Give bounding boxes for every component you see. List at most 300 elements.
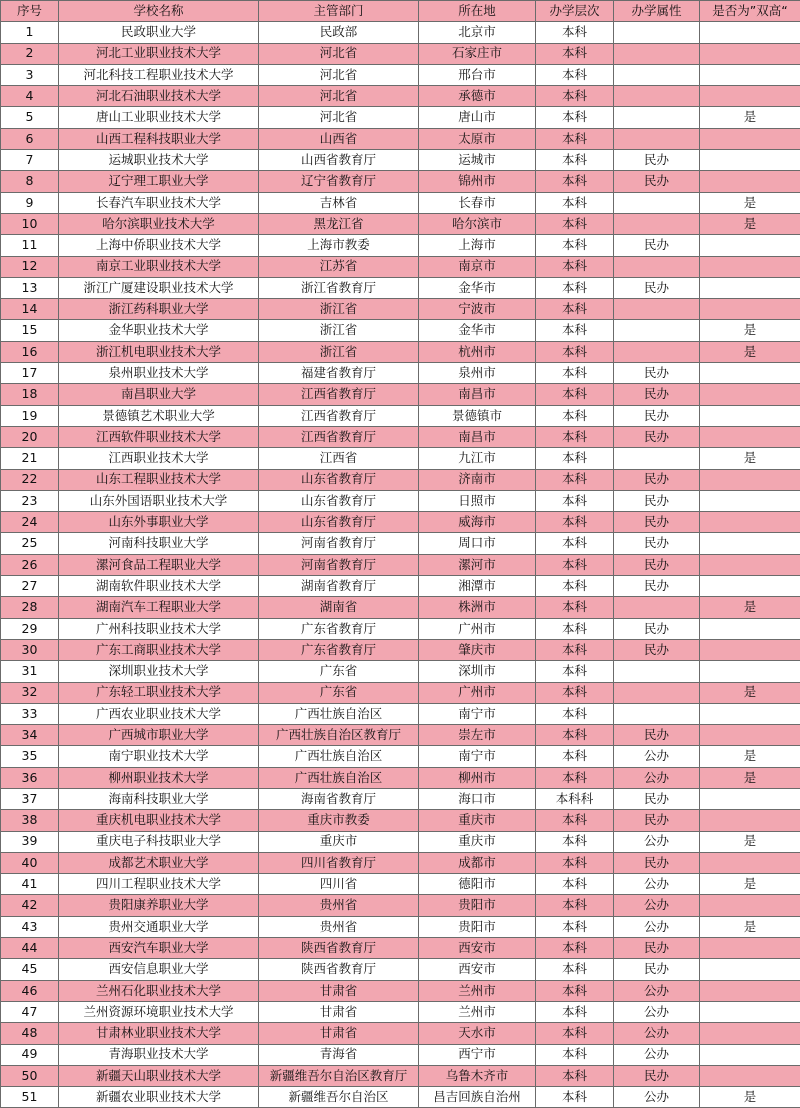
school-type-cell: 民办 [614,405,700,426]
education-level-cell: 本科 [536,384,614,405]
location-cell: 承德市 [419,86,536,107]
education-level-cell: 本科 [536,852,614,873]
school-name-cell: 山西工程科技职业大学 [59,128,259,149]
serial-number-cell: 41 [1,874,59,895]
serial-number-cell: 36 [1,767,59,788]
supervising-department-cell: 民政部 [259,22,419,43]
location-cell: 贵阳市 [419,916,536,937]
table-row [1,831,800,852]
school-type-cell: 民办 [614,959,700,980]
double-high-cell [700,86,800,107]
location-cell: 成都市 [419,852,536,873]
school-name-cell: 四川工程职业技术大学 [59,874,259,895]
school-name-cell: 广西城市职业大学 [59,725,259,746]
supervising-department-cell: 河北省 [259,64,419,85]
school-type-cell [614,22,700,43]
location-cell: 金华市 [419,277,536,298]
supervising-department-cell: 湖南省教育厅 [259,576,419,597]
table-row [1,490,800,511]
double-high-cell [700,618,800,639]
location-cell: 金华市 [419,320,536,341]
school-name-cell: 新疆农业职业技术大学 [59,1087,259,1108]
supervising-department-cell: 湖南省 [259,597,419,618]
school-type-cell: 公办 [614,916,700,937]
serial-number-cell: 27 [1,576,59,597]
serial-number-cell: 24 [1,512,59,533]
table-row [1,533,800,554]
serial-number-cell: 1 [1,22,59,43]
school-name-cell: 湖南汽车工程职业大学 [59,597,259,618]
school-type-cell: 公办 [614,767,700,788]
school-name-cell: 湖南软件职业技术大学 [59,576,259,597]
school-name-cell: 民政职业大学 [59,22,259,43]
serial-number-cell: 46 [1,980,59,1001]
education-level-cell: 本科 [536,639,614,660]
location-cell: 广州市 [419,682,536,703]
school-name-cell: 漯河食品工程职业大学 [59,554,259,575]
education-level-cell: 本科 [536,213,614,234]
double-high-cell [700,852,800,873]
school-name-cell: 长春汽车职业技术大学 [59,192,259,213]
location-cell: 威海市 [419,512,536,533]
location-cell: 深圳市 [419,661,536,682]
education-level-cell: 本科 [536,235,614,256]
school-name-cell: 河南科技职业大学 [59,533,259,554]
location-cell: 长春市 [419,192,536,213]
location-cell: 漯河市 [419,554,536,575]
education-level-cell: 本科科 [536,788,614,809]
supervising-department-cell: 浙江省 [259,299,419,320]
header-school-name: 学校名称 [59,1,259,22]
school-type-cell: 民办 [614,810,700,831]
serial-number-cell: 17 [1,363,59,384]
supervising-department-cell: 广东省教育厅 [259,618,419,639]
serial-number-cell: 38 [1,810,59,831]
education-level-cell: 本科 [536,682,614,703]
supervising-department-cell: 贵州省 [259,895,419,916]
school-type-cell: 民办 [614,490,700,511]
double-high-cell [700,959,800,980]
location-cell: 唐山市 [419,107,536,128]
header-row [1,1,800,22]
serial-number-cell: 28 [1,597,59,618]
location-cell: 上海市 [419,235,536,256]
school-name-cell: 上海中侨职业技术大学 [59,235,259,256]
header-location: 所在地 [419,1,536,22]
school-name-cell: 兰州资源环境职业技术大学 [59,1001,259,1022]
school-type-cell: 公办 [614,1087,700,1108]
double-high-cell: 是 [700,448,800,469]
education-level-cell: 本科 [536,128,614,149]
serial-number-cell: 12 [1,256,59,277]
double-high-cell [700,895,800,916]
education-level-cell: 本科 [536,22,614,43]
serial-number-cell: 9 [1,192,59,213]
serial-number-cell: 32 [1,682,59,703]
serial-number-cell: 4 [1,86,59,107]
location-cell: 湘潭市 [419,576,536,597]
school-type-cell [614,661,700,682]
supervising-department-cell: 广东省教育厅 [259,639,419,660]
school-type-cell: 民办 [614,938,700,959]
double-high-cell [700,1001,800,1022]
serial-number-cell: 39 [1,831,59,852]
school-type-cell [614,299,700,320]
school-type-cell: 民办 [614,469,700,490]
location-cell: 重庆市 [419,831,536,852]
serial-number-cell: 8 [1,171,59,192]
supervising-department-cell: 江苏省 [259,256,419,277]
school-type-cell: 公办 [614,1023,700,1044]
school-name-cell: 金华职业技术大学 [59,320,259,341]
education-level-cell: 本科 [536,107,614,128]
double-high-cell [700,150,800,171]
table-row [1,1001,800,1022]
double-high-cell [700,703,800,724]
school-name-cell: 兰州石化职业技术大学 [59,980,259,1001]
education-level-cell: 本科 [536,256,614,277]
school-name-cell: 柳州职业技术大学 [59,767,259,788]
education-level-cell: 本科 [536,554,614,575]
education-level-cell: 本科 [536,661,614,682]
serial-number-cell: 16 [1,341,59,362]
double-high-cell: 是 [700,107,800,128]
school-name-cell: 山东工程职业技术大学 [59,469,259,490]
serial-number-cell: 45 [1,959,59,980]
school-name-cell: 深圳职业技术大学 [59,661,259,682]
school-type-cell: 民办 [614,277,700,298]
double-high-cell [700,22,800,43]
double-high-cell [700,1023,800,1044]
serial-number-cell: 14 [1,299,59,320]
double-high-cell [700,810,800,831]
table-row [1,682,800,703]
serial-number-cell: 15 [1,320,59,341]
double-high-cell [700,533,800,554]
header-supervising-department: 主管部门 [259,1,419,22]
school-type-cell [614,128,700,149]
education-level-cell: 本科 [536,1001,614,1022]
school-type-cell: 民办 [614,426,700,447]
school-type-cell: 民办 [614,512,700,533]
location-cell: 德阳市 [419,874,536,895]
education-level-cell: 本科 [536,1065,614,1086]
school-type-cell: 民办 [614,576,700,597]
table-row [1,192,800,213]
supervising-department-cell: 海南省教育厅 [259,788,419,809]
location-cell: 九江市 [419,448,536,469]
education-level-cell: 本科 [536,512,614,533]
education-level-cell: 本科 [536,469,614,490]
location-cell: 哈尔滨市 [419,213,536,234]
table-row [1,661,800,682]
location-cell: 兰州市 [419,980,536,1001]
table-row [1,363,800,384]
school-type-cell [614,64,700,85]
school-name-cell: 江西软件职业技术大学 [59,426,259,447]
double-high-cell [700,384,800,405]
double-high-cell: 是 [700,597,800,618]
supervising-department-cell: 山西省 [259,128,419,149]
school-name-cell: 贵州交通职业大学 [59,916,259,937]
location-cell: 邢台市 [419,64,536,85]
table-row [1,128,800,149]
supervising-department-cell: 江西省 [259,448,419,469]
supervising-department-cell: 辽宁省教育厅 [259,171,419,192]
supervising-department-cell: 江西省教育厅 [259,384,419,405]
school-type-cell [614,192,700,213]
table-row [1,788,800,809]
table-row [1,959,800,980]
serial-number-cell: 44 [1,938,59,959]
supervising-department-cell: 青海省 [259,1044,419,1065]
education-level-cell: 本科 [536,490,614,511]
education-level-cell: 本科 [536,746,614,767]
header-school-type: 办学属性 [614,1,700,22]
school-type-cell [614,448,700,469]
supervising-department-cell: 河北省 [259,86,419,107]
supervising-department-cell: 四川省教育厅 [259,852,419,873]
serial-number-cell: 19 [1,405,59,426]
serial-number-cell: 34 [1,725,59,746]
header-double-high: 是否为”双高“ [700,1,800,22]
school-type-cell: 民办 [614,788,700,809]
serial-number-cell: 23 [1,490,59,511]
table-row [1,299,800,320]
table-row [1,618,800,639]
double-high-cell [700,171,800,192]
education-level-cell: 本科 [536,341,614,362]
school-name-cell: 泉州职业技术大学 [59,363,259,384]
table-row [1,1044,800,1065]
education-level-cell: 本科 [536,405,614,426]
supervising-department-cell: 山东省教育厅 [259,469,419,490]
table-row [1,235,800,256]
location-cell: 宁波市 [419,299,536,320]
supervising-department-cell: 浙江省教育厅 [259,277,419,298]
school-type-cell [614,213,700,234]
location-cell: 锦州市 [419,171,536,192]
school-name-cell: 广东轻工职业技术大学 [59,682,259,703]
supervising-department-cell: 山西省教育厅 [259,150,419,171]
education-level-cell: 本科 [536,874,614,895]
education-level-cell: 本科 [536,767,614,788]
location-cell: 昌吉回族自治州 [419,1087,536,1108]
school-name-cell: 山东外国语职业技术大学 [59,490,259,511]
double-high-cell [700,512,800,533]
supervising-department-cell: 甘肃省 [259,980,419,1001]
education-level-cell: 本科 [536,895,614,916]
table-row [1,746,800,767]
double-high-cell [700,469,800,490]
table-row [1,22,800,43]
double-high-cell [700,980,800,1001]
serial-number-cell: 26 [1,554,59,575]
table-row [1,512,800,533]
school-name-cell: 河北石油职业技术大学 [59,86,259,107]
school-type-cell [614,86,700,107]
supervising-department-cell: 浙江省 [259,341,419,362]
double-high-cell [700,938,800,959]
supervising-department-cell: 江西省教育厅 [259,426,419,447]
school-name-cell: 浙江广厦建设职业技术大学 [59,277,259,298]
school-name-cell: 景德镇艺术职业大学 [59,405,259,426]
location-cell: 济南市 [419,469,536,490]
location-cell: 景德镇市 [419,405,536,426]
school-type-cell [614,43,700,64]
school-type-cell [614,703,700,724]
supervising-department-cell: 新疆维吾尔自治区 [259,1087,419,1108]
school-type-cell: 公办 [614,874,700,895]
education-level-cell: 本科 [536,426,614,447]
school-type-cell: 公办 [614,746,700,767]
double-high-cell: 是 [700,341,800,362]
school-type-cell: 公办 [614,831,700,852]
supervising-department-cell: 浙江省 [259,320,419,341]
location-cell: 广州市 [419,618,536,639]
supervising-department-cell: 河南省教育厅 [259,533,419,554]
school-type-cell: 民办 [614,171,700,192]
double-high-cell: 是 [700,874,800,895]
double-high-cell: 是 [700,831,800,852]
double-high-cell: 是 [700,192,800,213]
education-level-cell: 本科 [536,150,614,171]
supervising-department-cell: 广西壮族自治区 [259,767,419,788]
serial-number-cell: 2 [1,43,59,64]
school-name-cell: 西安信息职业大学 [59,959,259,980]
serial-number-cell: 40 [1,852,59,873]
location-cell: 杭州市 [419,341,536,362]
double-high-cell: 是 [700,746,800,767]
school-type-cell: 民办 [614,852,700,873]
table-row [1,64,800,85]
serial-number-cell: 25 [1,533,59,554]
table-row [1,576,800,597]
location-cell: 天水市 [419,1023,536,1044]
table-row [1,150,800,171]
supervising-department-cell: 广东省 [259,661,419,682]
education-level-cell: 本科 [536,576,614,597]
double-high-cell: 是 [700,213,800,234]
school-name-cell: 广州科技职业技术大学 [59,618,259,639]
double-high-cell [700,235,800,256]
table-row [1,767,800,788]
serial-number-cell: 33 [1,703,59,724]
serial-number-cell: 51 [1,1087,59,1108]
location-cell: 贵阳市 [419,895,536,916]
education-level-cell: 本科 [536,597,614,618]
school-type-cell: 民办 [614,150,700,171]
school-name-cell: 甘肃林业职业技术大学 [59,1023,259,1044]
education-level-cell: 本科 [536,618,614,639]
table-row [1,1023,800,1044]
supervising-department-cell: 重庆市教委 [259,810,419,831]
school-type-cell: 公办 [614,1001,700,1022]
serial-number-cell: 7 [1,150,59,171]
supervising-department-cell: 广西壮族自治区 [259,746,419,767]
location-cell: 肇庆市 [419,639,536,660]
supervising-department-cell: 甘肃省 [259,1001,419,1022]
double-high-cell [700,661,800,682]
serial-number-cell: 18 [1,384,59,405]
table-row [1,256,800,277]
table-row [1,895,800,916]
location-cell: 南宁市 [419,703,536,724]
supervising-department-cell: 甘肃省 [259,1023,419,1044]
double-high-cell: 是 [700,767,800,788]
location-cell: 泉州市 [419,363,536,384]
supervising-department-cell: 四川省 [259,874,419,895]
school-name-cell: 浙江机电职业技术大学 [59,341,259,362]
school-name-cell: 江西职业技术大学 [59,448,259,469]
double-high-cell: 是 [700,1087,800,1108]
supervising-department-cell: 河北省 [259,107,419,128]
education-level-cell: 本科 [536,448,614,469]
table-row [1,213,800,234]
double-high-cell [700,64,800,85]
supervising-department-cell: 吉林省 [259,192,419,213]
double-high-cell: 是 [700,320,800,341]
serial-number-cell: 48 [1,1023,59,1044]
double-high-cell [700,639,800,660]
school-type-cell [614,107,700,128]
double-high-cell [700,43,800,64]
school-type-cell: 公办 [614,980,700,1001]
serial-number-cell: 21 [1,448,59,469]
education-level-cell: 本科 [536,320,614,341]
location-cell: 南昌市 [419,384,536,405]
location-cell: 西安市 [419,959,536,980]
double-high-cell [700,576,800,597]
serial-number-cell: 50 [1,1065,59,1086]
school-name-cell: 重庆电子科技职业大学 [59,831,259,852]
education-level-cell: 本科 [536,1087,614,1108]
location-cell: 西宁市 [419,1044,536,1065]
education-level-cell: 本科 [536,86,614,107]
table-row [1,405,800,426]
location-cell: 乌鲁木齐市 [419,1065,536,1086]
table-row [1,469,800,490]
location-cell: 重庆市 [419,810,536,831]
supervising-department-cell: 贵州省 [259,916,419,937]
supervising-department-cell: 广西壮族自治区 [259,703,419,724]
school-type-cell [614,597,700,618]
school-type-cell: 民办 [614,639,700,660]
school-type-cell [614,341,700,362]
serial-number-cell: 49 [1,1044,59,1065]
location-cell: 日照市 [419,490,536,511]
location-cell: 南京市 [419,256,536,277]
serial-number-cell: 6 [1,128,59,149]
school-type-cell: 民办 [614,1065,700,1086]
school-type-cell: 公办 [614,895,700,916]
school-name-cell: 辽宁理工职业大学 [59,171,259,192]
school-name-cell: 广西农业职业技术大学 [59,703,259,724]
education-level-cell: 本科 [536,192,614,213]
table-row [1,639,800,660]
education-level-cell: 本科 [536,831,614,852]
location-cell: 株洲市 [419,597,536,618]
location-cell: 兰州市 [419,1001,536,1022]
supervising-department-cell: 江西省教育厅 [259,405,419,426]
table-row [1,107,800,128]
table-row [1,86,800,107]
serial-number-cell: 10 [1,213,59,234]
location-cell: 崇左市 [419,725,536,746]
supervising-department-cell: 山东省教育厅 [259,512,419,533]
school-type-cell: 公办 [614,1044,700,1065]
location-cell: 南宁市 [419,746,536,767]
